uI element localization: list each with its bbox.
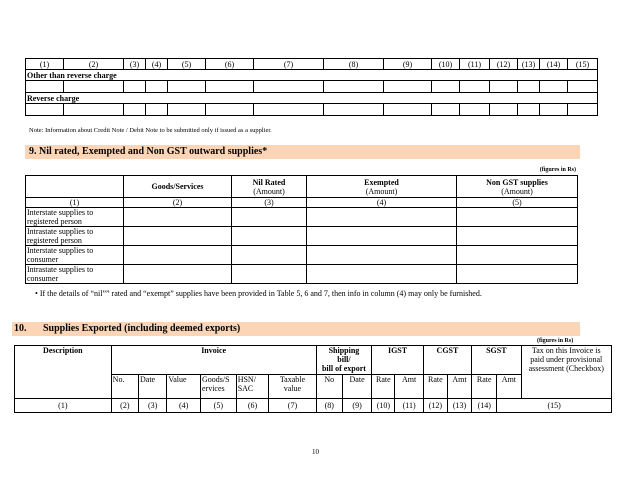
top-h: (15) [568,59,598,70]
s10-num: (7) [269,399,316,413]
section10-heading: Supplies Exported (including deemed exports) [43,323,241,334]
s10-num: (15) [497,399,612,413]
s9-num: (2) [124,198,232,208]
s10-sub-taxable: Taxable value [269,375,316,399]
top-h: (6) [206,59,254,70]
s10-num: (2) [111,399,138,413]
s10-sub-rate: Rate [372,375,395,399]
s10-sub-rate: Rate [423,375,447,399]
s9-row-label: Interstate supplies to consumer [26,246,124,265]
top-h: (1) [26,59,64,70]
s10-sub-value: Value [167,375,201,399]
s10-number-row [15,399,612,413]
s10-igst: IGST [372,346,423,375]
s10-sub-amt: Amt [395,375,423,399]
s10-sub-ship-date: Date [342,375,371,399]
s10-tax-checkbox-header: Tax on this Invoice is paid under provisional assessment (Checkbox) [521,346,612,399]
s10-num: (9) [342,399,371,413]
s9-num: (5) [457,198,578,208]
s9-header-row [26,176,578,198]
s10-sub-hsn: HSN/ SAC [236,375,269,399]
s10-sub-ship-no: No [316,375,342,399]
top-h: (9) [384,59,432,70]
other-label: Other than reverse charge [26,70,598,81]
top-h: (14) [540,59,568,70]
top-h: (12) [490,59,518,70]
s9-nongst-sub: (Amount) [501,186,533,196]
top-h: (3) [124,59,146,70]
s9-exempt-title: Exempted [364,177,399,187]
top-h: (10) [432,59,460,70]
s9-col-exempt [307,176,457,198]
s10-sub-rate: Rate [472,375,497,399]
reverse-data-row [26,104,598,116]
s9-row [26,227,578,246]
s10-header-row [15,346,612,375]
s9-exempt-sub: (Amount) [365,186,398,196]
s10-num: (12) [423,399,447,413]
s9-col-nil [232,176,307,198]
s9-bullet-text: If the details of “nil”” rated and “exempt” supplies have been provided in Table 5, 6 and 7, then info in column (4) may only be furnished. [39,289,482,298]
s10-num: (5) [200,399,236,413]
s9-nil-sub: (Amount) [253,186,285,196]
bullet-icon: • [35,289,38,298]
section10-table [14,345,612,413]
s10-sub-amt: Amt [447,375,471,399]
s10-description: Description [15,346,112,399]
top-h: (4) [146,59,168,70]
s10-num: (11) [395,399,423,413]
s10-num: (13) [447,399,471,413]
top-h: (13) [518,59,540,70]
s10-num: (14) [472,399,497,413]
top-h: (2) [64,59,124,70]
s10-sgst: SGST [472,346,521,375]
credit-note-text: Note: Information about Credit Note / Debit Note to be submitted only if issued as a supplier. [29,127,272,134]
section9-figures: (figures in Rs) [539,167,576,173]
s9-row [26,265,578,284]
s10-invoice: Invoice [111,346,316,375]
s10-num: (10) [372,399,395,413]
s10-num: (8) [316,399,342,413]
s9-col-nongst [457,176,578,198]
other-label-row [26,70,598,81]
s9-num: (1) [26,198,124,208]
top-h: (8) [324,59,384,70]
s10-num: (3) [138,399,166,413]
s9-row-label: Intrastate supplies to consumer [26,265,124,284]
reverse-label-row [26,93,598,104]
top-header-row [26,59,598,70]
section9-heading: 9. Nil rated, Exempted and Non GST outward supplies* [29,146,268,157]
s10-sub-amt: Amt [497,375,521,399]
top-h: (11) [460,59,490,70]
s10-num: (6) [236,399,269,413]
top-h: (7) [254,59,324,70]
s9-nongst-title: Non GST supplies [486,177,548,187]
s10-sub-no: No. [111,375,138,399]
other-data-row [26,81,598,93]
top-h: (5) [168,59,206,70]
s9-row-label: Interstate supplies to registered person [26,208,124,227]
s10-sub-goods: Goods/S ervices [200,375,236,399]
section10-figures: (figures in Rs) [537,338,574,344]
s9-num: (4) [307,198,457,208]
s10-num: (1) [15,399,112,413]
s9-row-label: Intrastate supplies to registered person [26,227,124,246]
page-number: 10 [312,448,319,456]
s10-shipping: Shipping bill/ bill of export [316,346,372,375]
section10-number: 10. [14,323,27,334]
s9-num: (3) [232,198,307,208]
s10-cgst: CGST [423,346,471,375]
reverse-label: Reverse charge [26,93,598,104]
section9-table [25,175,578,284]
s9-bullet [35,289,482,298]
s9-row [26,246,578,265]
s9-nil-title: Nil Rated [252,177,286,187]
s9-number-row [26,198,578,208]
s9-col-goods: Goods/Services [124,176,232,198]
top-table [25,58,598,116]
s10-num: (4) [167,399,201,413]
s10-sub-date: Date [138,375,166,399]
s9-row [26,208,578,227]
